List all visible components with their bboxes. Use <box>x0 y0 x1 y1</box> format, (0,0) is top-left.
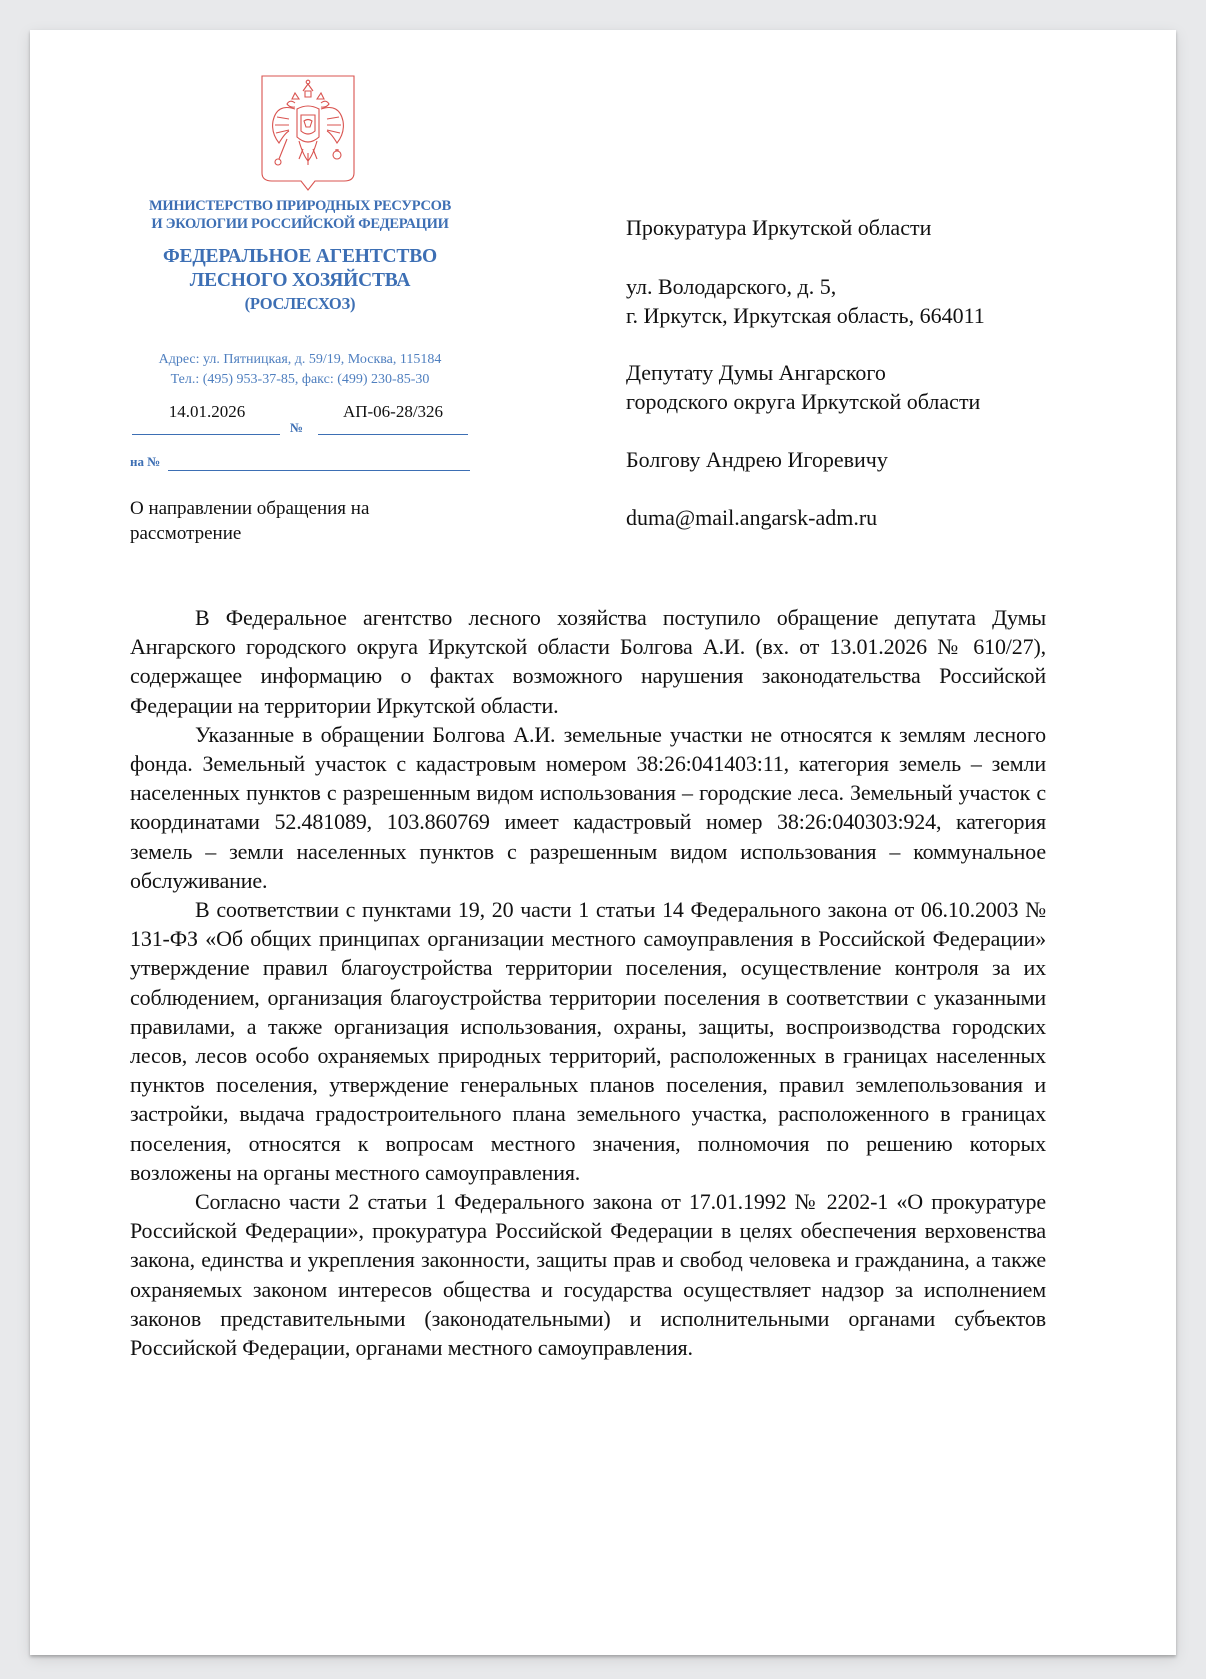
body-paragraph: В соответствии с пунктами 19, 20 части 1 статьи 14 Федерального закона от 06.10.2003 № 131-ФЗ «Об общих принципах организации местного самоуправления в Российской Федерации» утверждение правил благоустройства территории поселения, осуществление контроля за их соблюдением, организация благоустройства территории поселения в соответствии с указанными правилами, а также организация использования, охраны, защиты, воспроизводства городских лесов, лесов особо охраняемых природных территорий, расположенных в границах населенных пунктов поселения, утверждение генеральных планов поселения, правил землепользования и застройки, выдача градостроительного плана земельного участка, расположенного в границах поселения, относятся к вопросам местного значения, полномочия по решению которых возложены на органы местного самоуправления. <box>130 897 1046 1185</box>
registration-number: АП-06-28/326 <box>342 402 444 421</box>
agency-contacts <box>125 350 475 390</box>
reply-reference-row <box>130 454 470 476</box>
recipient-address-line: ул. Володарского, д. 5, <box>626 274 837 299</box>
reply-label: на № <box>130 454 161 469</box>
body-paragraph: В Федеральное агентство лесного хозяйства поступило обращение депутата Думы Ангарского городского округа Иркутской области Болгова А.И. (вх. от 13.01.2026 № 610/27), содержащее информацию о фактах возможного нарушения законодательства Российской Федерации на территории Иркутской области. <box>130 605 1046 718</box>
agency-line: ФЕДЕРАЛЬНОЕ АГЕНТСТВО <box>162 246 438 267</box>
agency-name <box>125 245 475 316</box>
agency-short-name: (РОСЛЕСХОЗ) <box>244 294 356 313</box>
recipient-person: Болгову Андрею Игоревичу <box>626 447 888 472</box>
registration-date: 14.01.2026 <box>168 402 246 421</box>
recipient-organization: Прокуратура Иркутской области <box>626 215 932 240</box>
recipient-position-line: городского округа Иркутской области <box>626 389 981 414</box>
document-page <box>30 30 1176 1655</box>
registration-row <box>130 402 470 442</box>
agency-address: Адрес: ул. Пятницкая, д. 59/19, Москва, 115184 <box>158 352 442 367</box>
letter-subject <box>130 496 460 546</box>
recipient-address <box>626 272 1166 330</box>
date-underline <box>132 434 280 435</box>
agency-phones: Тел.: (495) 953-37-85, факс: (499) 230-85-30 <box>170 372 430 387</box>
recipient-email[interactable]: duma@mail.angarsk-adm.ru <box>626 505 878 530</box>
ministry-line: И ЭКОЛОГИИ РОССИЙСКОЙ ФЕДЕРАЦИИ <box>151 216 449 232</box>
recipient-address-line: г. Иркутск, Иркутская область, 664011 <box>626 303 985 328</box>
recipient-position-line: Депутату Думы Ангарского <box>626 360 886 385</box>
letter-body <box>130 603 1046 1362</box>
body-paragraph: Согласно части 2 статьи 1 Федерального закона от 17.01.1992 № 2202-1 «О прокуратуре Российской Федерации», прокуратура Российской Федерации в целях обеспечения верховенства закона, единства и укрепления законности, защиты прав и свобод человека и гражданина, а также охраняемых законом интересов общества и государства осуществляет надзор за исполнением законов представительными (законодательными) и исполнительными органами субъектов Российской Федерации, органами местного самоуправления. <box>130 1189 1046 1361</box>
body-paragraph: Указанные в обращении Болгова А.И. земельные участки не относятся к землям лесного фонда. Земельный участок с кадастровым номером 38:26:041403:11, категория земель – земли населенных пунктов с разрешенным видом использования – городские леса. Земельный участок с координатами 52.481089, 103.860769 имеет кадастровый номер 38:26:040303:924, категория земель – земли населенных пунктов с разрешенным видом использования – коммунальное обслуживание. <box>130 721 1046 893</box>
ministry-line: МИНИСТЕРСТВО ПРИРОДНЫХ РЕСУРСОВ <box>148 198 452 214</box>
reply-underline <box>168 470 470 471</box>
number-underline <box>318 434 468 435</box>
subject-line: рассмотрение <box>130 523 242 544</box>
recipient-position <box>626 358 1166 416</box>
subject-line: О направлении обращения на <box>130 498 370 519</box>
ministry-name <box>125 197 475 233</box>
agency-line: ЛЕСНОГО ХОЗЯЙСТВА <box>189 269 411 291</box>
number-sign: № <box>290 420 304 435</box>
coat-of-arms-icon <box>259 73 357 193</box>
